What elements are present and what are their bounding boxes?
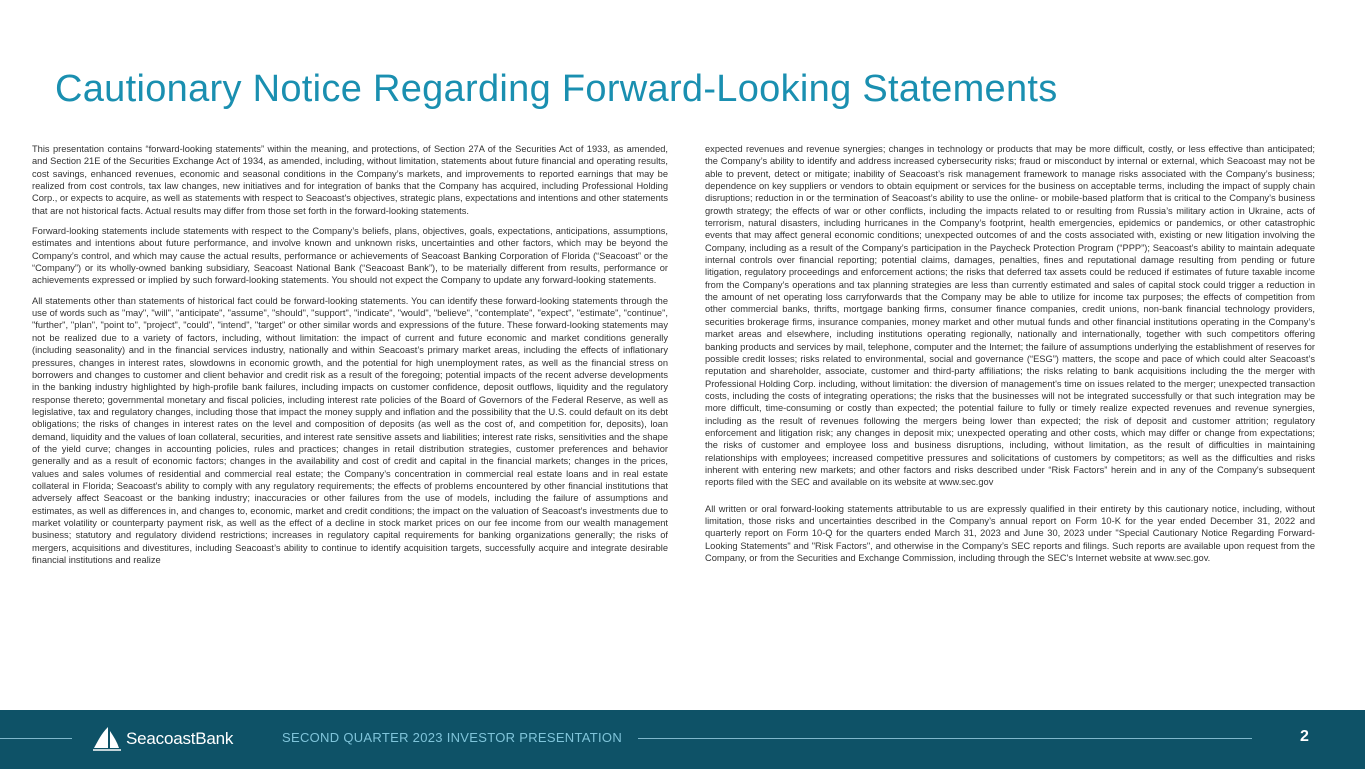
seacoast-logo — [92, 724, 233, 754]
footer-divider — [638, 738, 1252, 739]
left-column — [32, 143, 668, 574]
presentation-label: SECOND QUARTER 2023 INVESTOR PRESENTATION — [282, 730, 623, 745]
paragraph: All written or oral forward-looking statements attributable to us are expressly qualified in their entirety by this cautionary notice, including, without limitation, those risks and uncertainties described in the Company’s annual report on Form 10-K for the year ended December 31, 2022 and quarterly report on Form 10-Q for the quarters ended March 31, 2023 and June 30, 2023 under "Special Cautionary Notice Regarding Forward-Looking Statements" and "Risk Factors", and otherwise in the Company’s SEC reports and filings. Such reports are available upon request from the Company, or from the Securities and Exchange Commission, including through the SEC's Internet website at www.sec.gov. — [705, 503, 1315, 563]
footer-divider — [0, 738, 72, 739]
sailboat-icon — [92, 726, 122, 752]
page-number: 2 — [1300, 728, 1309, 745]
paragraph: Forward-looking statements include statements with respect to the Company’s beliefs, plans, objectives, goals, expectations, anticipations, assumptions, estimates and intentions about future performance, and involve known and unknown risks, uncertainties and other factors, which may be beyond the Company’s control, and which may cause the actual results, performance or achievements of Seacoast Banking Corporation of Florida (“Seacoast” or the “Company”) or its wholly-owned banking subsidiary, Seacoast National Bank (“Seacoast Bank”), to be materially different from results, performance or achievements expressed or implied by such forward-looking statements. You should not expect the Company to update any forward-looking statements. — [32, 226, 668, 286]
paragraph: This presentation contains “forward-looking statements” within the meaning, and protections, of Section 27A of the Securities Act of 1933, as amended, and Section 21E of the Securities Exchange Act of 1934, as amended, including, without limitation, statements about future financial and operating results, cost savings, enhanced revenues, economic and seasonal conditions in the Company’s markets, and improvements to reported earnings that may be realized from cost controls, tax law changes, new initiatives and for integration of banks that the Company has acquired, including Professional Holding Corp., or expects to acquire, as well as statements with respect to Seacoast's objectives, strategic plans, expectations and intentions and other statements that are not historical facts. Actual results may differ from those set forth in the forward-looking statements. — [32, 144, 668, 216]
right-column — [705, 143, 1315, 572]
page-title: Cautionary Notice Regarding Forward-Looking Statements — [55, 68, 1058, 110]
paragraph: All statements other than statements of historical fact could be forward-looking statements. You can identify these forward-looking statements through the use of words such as "may", "will", "anticipate", "assume", "should", "support", "indicate", "would", "believe", "contemplate", "expect", "estimate", "continue", "further", "plan", "point to", "project", "could", "intend", "target" or other similar words and expressions of the future. These forward-looking statements may not be realized due to a variety of factors, including, without limitation: the impact of current and future economic and market conditions generally (including seasonality) and in the financial services industry, nationally and within Seacoast’s primary market areas, including the effects of inflationary pressures, changes in interest rates, slowdowns in economic growth, and the potential for high unemployment rates, as well as the financial stress on borrowers and changes to customer and client behavior and credit risk as a result of the foregoing; potential impacts of the recent adverse developments in the banking industry highlighted by high-profile bank failures, including impacts on customer confidence, deposit outflows, liquidity and the regulatory response thereto; governmental monetary and fiscal policies, including interest rate policies of the Board of Governors of the Federal Reserve, as well as legislative, tax and regulatory changes, including those that impact the money supply and inflation and the possibility that the U.S. could default on its debt obligations; the risks of changes in interest rates on the level and composition of deposits (as well as the cost of, and competition for, deposits), loan demand, liquidity and the values of loan collateral, securities, and interest rate sensitive assets and liabilities; interest rate risks, sensitivities and the shape of the yield curve; changes in accounting policies, rules and practices; changes in retail distribution strategies, customer preferences and behavior generally and as a result of economic factors; changes in the availability and cost of credit and capital in the financial markets; changes in the prices, values and sales volumes of residential and commercial real estate; the Company’s concentration in commercial real estate loans and in real estate collateral in Florida; Seacoast’s ability to comply with any regulatory requirements; the effects of problems encountered by other financial institutions that adversely affect Seacoast or the banking industry; inaccuracies or other failures from the use of models, including the failure of assumptions and estimates, as well as differences in, and changes to, economic, market and credit conditions; the impact on the valuation of Seacoast’s investments due to market volatility or counterparty payment risk, as well as the effect of a decline in stock market prices on our fee income from our wealth management business; statutory and regulatory dividend restrictions; increases in regulatory capital requirements for banking organizations generally; the risks of mergers, acquisitions and divestitures, including Seacoast’s ability to continue to identify acquisition targets, successfully acquire and integrate desirable financial institutions and realize — [32, 295, 668, 565]
logo-text: SeacoastBank — [126, 729, 234, 748]
paragraph: expected revenues and revenue synergies; changes in technology or products that may be more difficult, costly, or less effective than anticipated; the Company’s ability to identify and address increased cybersecurity risks; fraud or misconduct by internal or external, which Seacoast may not be able to prevent, detect or mitigate; inability of Seacoast’s risk management framework to manage risks associated with the Company’s business; dependence on key suppliers or vendors to obtain equipment or services for the business on acceptable terms, including the impact of supply chain disruptions; reduction in or the termination of Seacoast’s ability to use the online- or mobile-based platform that is critical to the Company’s business growth strategy; the effects of war or other conflicts, including the impacts related to or resulting from Russia’s military action in Ukraine, acts of terrorism, natural disasters, including hurricanes in the Company’s footprint, health emergencies, epidemics or pandemics, or other catastrophic events that may affect general economic conditions; unexpected outcomes of and the costs associated with, existing or new litigation involving the Company, including as a result of the Company’s participation in the Paycheck Protection Program (“PPP”); Seacoast’s ability to maintain adequate internal controls over financial reporting; potential claims, damages, penalties, fines and reputational damage resulting from pending or future litigation, regulatory proceedings and enforcement actions; the risks that deferred tax assets could be reduced if estimates of future taxable income from the Company’s operations and tax planning strategies are less than currently estimated and sales of capital stock could trigger a reduction in the amount of net operating loss carryforwards that the Company may be able to utilize for income tax purposes; the effects of competition from other commercial banks, thrifts, mortgage banking firms, consumer finance companies, credit unions, non-bank financial technology providers, securities brokerage firms, insurance companies, money market and other mutual funds and other financial institutions operating in the Company’s market areas and elsewhere, including institutions operating regionally, nationally and internationally, together with such competitors offering banking products and services by mail, telephone, computer and the Internet; the failure of assumptions underlying the establishment of reserves for possible credit losses; risks related to environmental, social and governance (“ESG”) matters, the scope and pace of which could alter Seacoast’s reputation and shareholder, associate, customer and third-party affiliations; the risks relating to bank acquisitions including the the merger with Professional Holding Corp. including, without limitation: the diversion of management's time on issues related to the merger; unexpected transaction costs, including the costs of integrating operations; the risks that the businesses will not be integrated successfully or that such integration may be more difficult, time-consuming or costly than expected; the potential failure to fully or timely realize expected revenues and revenue synergies, including as the result of revenues following the mergers being lower than expected; the risk of deposit and customer attrition; regulatory enforcement and litigation risk; any changes in deposit mix; unexpected operating and other costs, which may differ or change from expectations; the risks of customer and employee loss and business disruptions, including, without limitation, as the result of difficulties in maintaining relationships with employees; increased competitive pressures and solicitations of customers by competitors; as well as the difficulties and risks inherent with entering new markets; and other factors and risks described under “Risk Factors” herein and in any of the Company's subsequent reports filed with the SEC and available on its website at www.sec.gov — [705, 144, 1315, 488]
footer-bar — [0, 710, 1365, 769]
